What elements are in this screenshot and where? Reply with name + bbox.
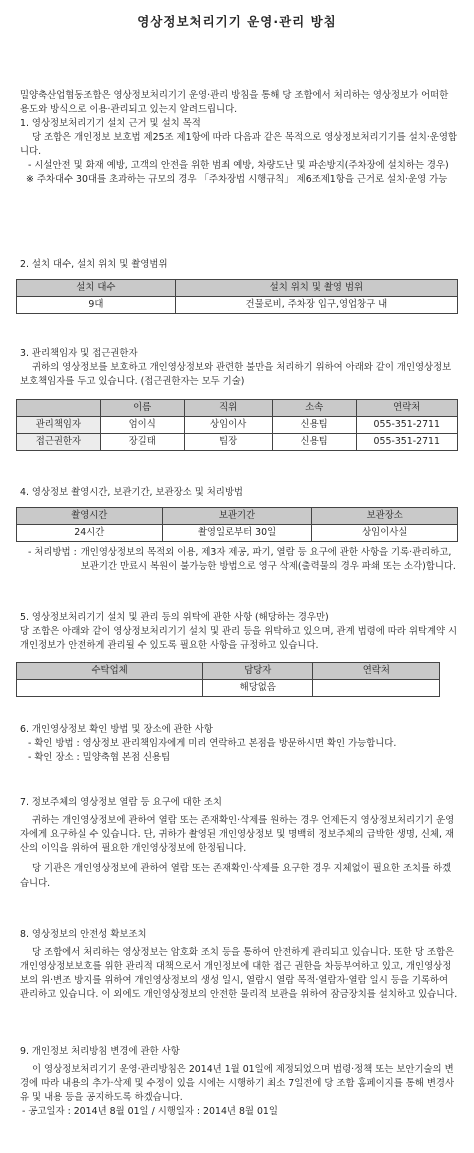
access-dept: 신용팀	[272, 434, 356, 451]
section-1	[16, 117, 458, 188]
section-9	[16, 1045, 458, 1120]
outsourcing-table	[16, 662, 440, 697]
manager-role: 관리책임자	[17, 417, 101, 434]
manager-header-position: 직위	[184, 400, 272, 417]
section-9-body: 이 영상정보처리기기 운영·관리방침은 2014년 1월 01일에 제정되었으며 법령·정책 또는 보안기술의 변경에 따라 내용의 추가·삭제 및 수정이 있을 시에는 시행하기 최소 7일전에 당 조합 홈페이지를 통해 변경사유 및 내용 등을 공지하도록 하겠습니다.	[20, 1064, 455, 1104]
page-title: 영상정보처리기기 운영·관리 방침	[137, 14, 337, 29]
section-3-body: 귀하의 영상정보를 보호하고 개인영상정보와 관련한 불만을 처리하기 위하여 아래와 같이 개인영상정보 보호책임자를 두고 있습니다. (접근권한자는 모두 기술)	[20, 362, 452, 388]
install-table	[16, 279, 458, 314]
method-text: 개인영상정보의 목적외 이용, 제3자 제공, 파기, 열람 등 요구에 관한 사항을 기록·관리하고, 보관기간 만료시 복원이 불가능한 방법으로 영구 삭제(출력물의 경우 파쇄 또는 소각)합니다.	[80, 547, 456, 573]
table-row	[17, 434, 458, 451]
outsourcing-company	[17, 680, 203, 697]
manager-dept: 신용팀	[272, 417, 356, 434]
outsourcing-contact	[313, 680, 440, 697]
access-name: 장길태	[100, 434, 184, 451]
install-header-location: 설치 위치 및 촬영 범위	[175, 280, 457, 297]
section-9-dates: - 공고일자 : 2014년 8월 01일 / 시행일자 : 2014년 8월 01일	[22, 1106, 278, 1118]
section-3	[16, 347, 458, 451]
outsourcing-person: 해당없음	[203, 680, 313, 697]
retention-header-place: 보관장소	[312, 508, 458, 525]
manager-header-dept: 소속	[272, 400, 356, 417]
outsourcing-header-contact: 연락처	[313, 663, 440, 680]
section-7	[16, 796, 458, 891]
manager-table	[16, 399, 458, 451]
check-place: - 확인 장소 : 밀양축협 본점 신용팀	[28, 752, 171, 764]
section-4-title: 4. 영상정보 촬영시간, 보관기간, 보관장소 및 처리방법	[20, 487, 243, 498]
section-5-body: 당 조합은 아래와 같이 영상정보처리기기 설치 및 관리 등을 위탁하고 있으며, 관계 법령에 따라 위탁계약 시 개인정보가 안전하게 관리될 수 있도록 필요한 사항을 규정하고 있습니다.	[20, 626, 458, 652]
outsourcing-header-company: 수탁업체	[17, 663, 203, 680]
section-7-p2: 당 기관은 개인영상정보에 관하여 열람 또는 존재확인·삭제를 요구한 경우 지체없이 필요한 조치를 하겠습니다.	[20, 863, 452, 889]
access-contact: 055-351-2711	[356, 434, 457, 451]
table-row	[17, 417, 458, 434]
retention-period: 촬영일로부터 30일	[162, 525, 312, 542]
access-role: 접근권한자	[17, 434, 101, 451]
retention-table	[16, 507, 458, 542]
section-7-title: 7. 정보주체의 영상정보 열람 등 요구에 대한 조치	[20, 797, 222, 808]
section-8	[16, 928, 458, 1003]
section-1-body: 당 조합은 개인정보 보호법 제25조 제1항에 따라 다음과 같은 목적으로 영상정보처리기기를 설치·운영합니다.	[20, 132, 457, 158]
install-header-count: 설치 대수	[17, 280, 176, 297]
section-3-title: 3. 관리책임자 및 접근권한자	[20, 348, 138, 359]
retention-time: 24시간	[17, 525, 163, 542]
section-1-title: 1. 영상정보처리기기 설치 근거 및 설치 목적	[20, 118, 201, 129]
install-location: 건물로비, 주차장 입구,영업창구 내	[175, 297, 457, 314]
section-1-purpose: - 시설안전 및 화재 예방, 고객의 안전을 위한 범죄 예방, 차량도난 및 파손방지(주차장에 설치하는 경우)	[28, 160, 449, 172]
section-4	[16, 486, 458, 574]
retention-header-period: 보관기간	[162, 508, 312, 525]
section-5	[16, 611, 458, 697]
section-6	[16, 723, 458, 765]
manager-name: 엄이식	[100, 417, 184, 434]
section-5-title: 5. 영상정보처리기기 설치 및 관리 등의 위탁에 관한 사항 (해당하는 경우만)	[20, 612, 329, 623]
section-8-body: 당 조합에서 처리하는 영상정보는 암호화 조치 등을 통하여 안전하게 관리되고 있습니다. 또한 당 조합은 개인영상정보보호를 위한 관리적 대책으로서 개인정보에 대한 접근 권한을 차등부여하고 있고, 개인영상정보의 위·변조 방지를 위하여 개인영상정보의 생성 일시, 열람시 열람 목적·열람자·열람 일시 등을 기록하여 관리하고 있습니다. 이 외에도 개인영상정보의 안전한 물리적 보관을 위하여 잠금장치를 설치하고 있습니다.	[20, 947, 458, 1001]
retention-header-time: 촬영시간	[17, 508, 163, 525]
manager-header-contact: 연락처	[356, 400, 457, 417]
manager-position: 상임이사	[184, 417, 272, 434]
retention-place: 상임이사실	[312, 525, 458, 542]
install-count: 9대	[17, 297, 176, 314]
section-7-p1: 귀하는 개인영상정보에 관하여 열람 또는 존재확인·삭제를 원하는 경우 언제든지 영상정보처리기기 운영자에게 요구하실 수 있습니다. 단, 귀하가 촬영된 개인영상정보 및 명백히 정보주체의 급박한 생명, 신체, 재산의 이익을 위하여 필요한 개인영상정보에 한정됩니다.	[20, 815, 455, 855]
manager-header-role	[17, 400, 101, 417]
method-label: - 처리방법 :	[28, 547, 77, 559]
manager-contact: 055-351-2711	[356, 417, 457, 434]
section-8-title: 8. 영상정보의 안전성 확보조치	[20, 929, 147, 940]
manager-header-name: 이름	[100, 400, 184, 417]
section-9-title: 9. 개인정보 처리방침 변경에 관한 사항	[20, 1046, 180, 1057]
check-method: - 확인 방법 : 영상정보 관리책임자에게 미리 연락하고 본점을 방문하시면 확인 가능합니다.	[28, 738, 397, 750]
outsourcing-header-person: 담당자	[203, 663, 313, 680]
section-6-title: 6. 개인영상정보 확인 방법 및 장소에 관한 사항	[20, 724, 213, 735]
section-1-note: ※ 주차대수 30대를 초과하는 규모의 경우 「주차장법 시행규칙」 제6조제1항을 근거로 설치·운영 가능	[26, 174, 448, 186]
method-block	[16, 546, 458, 574]
section-2-title: 2. 설치 대수, 설치 위치 및 촬영범위	[20, 259, 168, 270]
section-2	[16, 258, 458, 314]
access-position: 팀장	[184, 434, 272, 451]
intro-text: 밀양축산업협동조합은 영상정보처리기기 운영·관리 방침을 통해 당 조합에서 처리하는 영상정보가 어떠한 용도와 방식으로 이용·관리되고 있는지 알려드립니다.	[20, 90, 449, 116]
